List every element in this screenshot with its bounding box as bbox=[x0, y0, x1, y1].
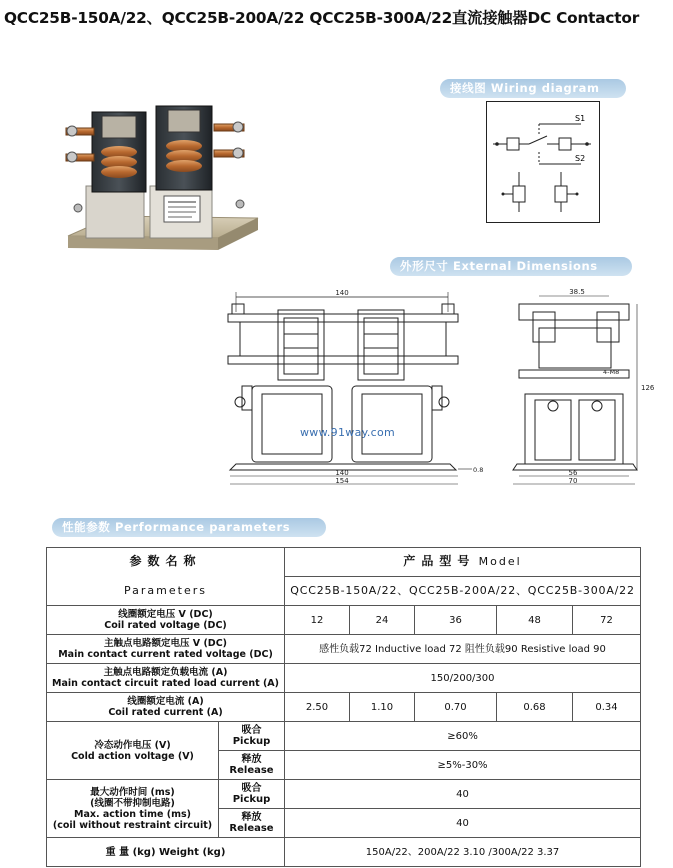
coil-current-label: 线圈额定电流 (A) Coil rated current (A) bbox=[47, 693, 285, 722]
load-current-label: 主触点电路额定负载电流 (A) Main contact circuit rated load current (A) bbox=[47, 664, 285, 693]
action-release-value: 40 bbox=[285, 809, 641, 838]
model-list: QCC25B-150A/22、QCC25B-200A/22、QCC25B-300A/22 bbox=[285, 577, 641, 606]
load-current-value: 150/200/300 bbox=[285, 664, 641, 693]
main-contact-voltage-row bbox=[47, 635, 641, 664]
s1-label: S1 bbox=[575, 114, 586, 123]
action-time-label: 最大动作时间 (ms) (线圈不带抑制电路) Max. action time (ms) (coil without restraint circuit) bbox=[47, 780, 219, 838]
main-contact-voltage-label: 主触点电路额定电压 V (DC) Main contact current rated voltage (DC) bbox=[47, 635, 285, 664]
coil-voltage-label: 线圈额定电压 V (DC) Coil rated voltage (DC) bbox=[47, 606, 285, 635]
side-dimension-drawing bbox=[505, 284, 655, 494]
coil-current-cell: 0.70 bbox=[415, 693, 497, 722]
dim-front-side-note: 0.8 bbox=[473, 466, 484, 474]
pickup-label: 吸合 Pickup bbox=[219, 780, 285, 809]
release-label: 释放 Release bbox=[219, 809, 285, 838]
coil-voltage-cell: 36 bbox=[415, 606, 497, 635]
wiring-diagram bbox=[486, 101, 600, 223]
dim-side-top: 38.5 bbox=[569, 288, 585, 296]
pickup-label: 吸合 Pickup bbox=[219, 722, 285, 751]
watermark-text: www.91way.com bbox=[300, 426, 396, 439]
coil-current-row bbox=[47, 693, 641, 722]
page-title: QCC25B-150A/22、QCC25B-200A/22 QCC25B-300A/22直流接触器DC Contactor bbox=[4, 9, 640, 27]
coil-voltage-cell: 12 bbox=[285, 606, 350, 635]
dim-front-top: 140 bbox=[335, 289, 349, 297]
performance-parameters-header: 性能参数 Performance parameters bbox=[52, 518, 326, 537]
dim-side-bottom-1: 56 bbox=[568, 469, 578, 477]
dim-side-bottom-2: 70 bbox=[568, 477, 578, 485]
param-header-cn: 参数名称 bbox=[47, 548, 285, 577]
cold-release-value: ≥5%-30% bbox=[285, 751, 641, 780]
action-pickup-value: 40 bbox=[285, 780, 641, 809]
product-photo bbox=[58, 98, 268, 266]
model-header: 产品型号 Model bbox=[285, 548, 641, 577]
wiring-diagram-header: 接线图 Wiring diagram bbox=[440, 79, 626, 98]
coil-current-cell: 0.34 bbox=[573, 693, 641, 722]
release-label: 释放 Release bbox=[219, 751, 285, 780]
coil-voltage-cell: 48 bbox=[497, 606, 573, 635]
main-contact-voltage-value: 感性负载72 Inductive load 72 阻性负载90 Resistive load 90 bbox=[285, 635, 641, 664]
weight-label: 重 量 (kg) Weight (kg) bbox=[47, 838, 285, 867]
param-header-en: Parameters bbox=[47, 577, 285, 606]
coil-voltage-row bbox=[47, 606, 641, 635]
cold-voltage-pickup-row bbox=[47, 722, 641, 751]
coil-current-cell: 2.50 bbox=[285, 693, 350, 722]
coil-current-cell: 1.10 bbox=[350, 693, 415, 722]
s2-label: S2 bbox=[575, 154, 586, 163]
dim-side-height: 126 bbox=[641, 384, 655, 392]
load-current-row bbox=[47, 664, 641, 693]
weight-row bbox=[47, 838, 641, 867]
coil-current-cell: 0.68 bbox=[497, 693, 573, 722]
cold-pickup-value: ≥60% bbox=[285, 722, 641, 751]
external-dimensions-header: 外形尺寸 External Dimensions bbox=[390, 257, 632, 276]
coil-voltage-cell: 72 bbox=[573, 606, 641, 635]
dim-front-bottom-1: 140 bbox=[335, 469, 349, 477]
cold-voltage-label: 冷态动作电压 (V) Cold action voltage (V) bbox=[47, 722, 219, 780]
weight-value: 150A/22、200A/22 3.10 /300A/22 3.37 bbox=[285, 838, 641, 867]
front-dimension-drawing bbox=[218, 286, 488, 492]
coil-voltage-cell: 24 bbox=[350, 606, 415, 635]
dim-front-bottom-2: 154 bbox=[335, 477, 349, 485]
dim-side-screw: 4-M8 bbox=[603, 368, 620, 376]
performance-parameters-table bbox=[46, 547, 641, 867]
action-time-pickup-row bbox=[47, 780, 641, 809]
